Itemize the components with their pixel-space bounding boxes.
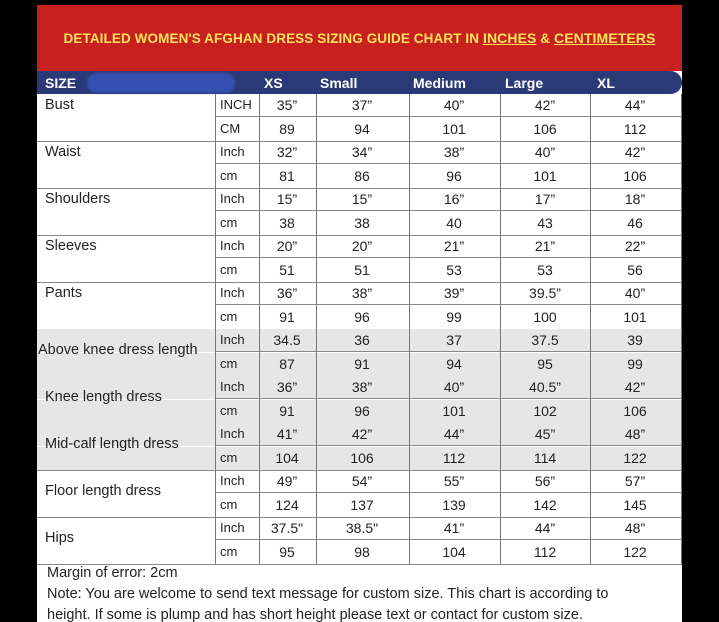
value-cell: 40”: [443, 97, 465, 113]
value-cell: 37: [446, 332, 462, 348]
header-xl: XL: [597, 75, 615, 91]
table-row: [37, 141, 682, 164]
table-row: [37, 423, 682, 452]
value-cell: 42”: [351, 426, 373, 442]
column-divider: [215, 94, 216, 564]
value-cell: 35”: [276, 97, 298, 113]
note-line-1: Note: You are welcome to send text message for custom size. This chart is according to: [47, 586, 609, 602]
value-cell: 43: [537, 215, 553, 231]
value-cell: 137: [350, 497, 374, 513]
value-cell: 96: [354, 309, 370, 325]
value-cell: 22”: [624, 238, 646, 254]
header-size: SIZE: [45, 75, 77, 91]
value-cell: 53: [537, 262, 553, 278]
row-separator: [215, 492, 682, 493]
value-cell: 142: [533, 497, 557, 513]
value-cell: 104: [275, 450, 299, 466]
unit-cell: Inch: [220, 191, 245, 206]
measurement-label: Hips: [45, 530, 75, 546]
value-cell: 106: [533, 121, 557, 137]
value-cell: 49”: [276, 473, 298, 489]
value-cell: 39.5”: [529, 285, 561, 301]
value-cell: 101: [442, 403, 466, 419]
row-separator: [215, 445, 682, 446]
value-cell: 87: [279, 356, 295, 372]
value-cell: 99: [627, 356, 643, 372]
unit-cell: Inch: [220, 238, 245, 253]
measurement-label: Floor length dress: [45, 483, 162, 499]
value-cell: 124: [275, 497, 299, 513]
value-cell: 86: [354, 168, 370, 184]
row-separator: [215, 304, 682, 305]
size-chart-sheet: [37, 5, 682, 622]
measurement-label: Knee length dress: [45, 389, 162, 405]
value-cell: 51: [354, 262, 370, 278]
value-cell: 34.5: [273, 332, 301, 348]
value-cell: 96: [446, 168, 462, 184]
value-cell: 56: [627, 262, 643, 278]
value-cell: 41”: [443, 520, 465, 536]
value-cell: 46: [627, 215, 643, 231]
value-cell: 101: [533, 168, 557, 184]
table-row: [37, 165, 682, 189]
header-xs: XS: [264, 75, 283, 91]
table-row: [37, 282, 682, 305]
header-large: Large: [505, 75, 544, 91]
value-cell: 95: [537, 356, 553, 372]
value-cell: 94: [446, 356, 462, 372]
value-cell: 40”: [443, 379, 465, 395]
table-row: [37, 94, 682, 117]
value-cell: 37”: [351, 97, 373, 113]
value-cell: 91: [279, 403, 295, 419]
table-row: [37, 306, 682, 330]
measurement-label: Shoulders: [45, 191, 111, 207]
value-cell: 44”: [624, 97, 646, 113]
value-cell: 122: [623, 450, 647, 466]
value-cell: 102: [533, 403, 557, 419]
title-prefix: DETAILED WOMEN'S AFGHAN DRESS SIZING GUIDE CHART IN: [63, 31, 483, 46]
notes-section: [47, 563, 682, 622]
value-cell: 81: [279, 168, 295, 184]
column-divider: [409, 94, 410, 564]
value-cell: 112: [623, 121, 647, 137]
value-cell: 114: [533, 450, 557, 466]
value-cell: 44”: [534, 520, 556, 536]
measurement-label: Sleeves: [45, 238, 97, 254]
unit-cell: cm: [220, 262, 238, 277]
value-cell: 41”: [276, 426, 298, 442]
value-cell: 112: [442, 450, 466, 466]
value-cell: 40: [446, 215, 462, 231]
table-row: [37, 235, 682, 258]
value-cell: 38”: [351, 285, 373, 301]
title-amp: &: [536, 31, 555, 46]
row-separator: [215, 210, 682, 211]
row-separator: [215, 163, 682, 164]
value-cell: 45”: [534, 426, 556, 442]
unit-cell: Inch: [220, 520, 245, 535]
value-cell: 38”: [443, 144, 465, 160]
value-cell: 36: [354, 332, 370, 348]
value-cell: 37.5": [270, 520, 304, 536]
column-divider: [259, 94, 260, 564]
value-cell: 57”: [624, 473, 646, 489]
column-divider: [681, 94, 682, 564]
table-row: [37, 541, 682, 565]
title-centimeters: CENTIMETERS: [554, 30, 656, 46]
value-cell: 101: [442, 121, 466, 137]
value-cell: 37.5: [531, 332, 559, 348]
table-row: [37, 118, 682, 142]
value-cell: 98: [354, 544, 370, 560]
unit-cell: Inch: [220, 285, 245, 300]
table-row: [37, 329, 682, 358]
value-cell: 122: [623, 544, 647, 560]
table-row: [37, 517, 682, 546]
unit-cell: CM: [220, 121, 241, 136]
value-cell: 21”: [534, 238, 556, 254]
unit-cell: cm: [220, 544, 238, 559]
chart-title-bar: [37, 5, 682, 71]
measurement-label: Bust: [45, 97, 75, 113]
value-cell: 99: [446, 309, 462, 325]
column-divider: [500, 94, 501, 564]
measurement-label: Mid-calf length dress: [45, 436, 179, 452]
header-small: Small: [320, 75, 358, 91]
value-cell: 95: [279, 544, 295, 560]
measurement-label: Pants: [45, 285, 83, 301]
note-line-2: height. If some is plump and has short height please text or contact for custom size.: [47, 607, 583, 622]
unit-cell: Inch: [220, 379, 245, 394]
row-separator: [215, 351, 682, 352]
value-cell: 39: [627, 332, 643, 348]
value-cell: 42”: [534, 97, 556, 113]
row-separator: [215, 257, 682, 258]
unit-cell: Inch: [220, 144, 245, 159]
unit-cell: cm: [220, 497, 238, 512]
unit-cell: cm: [220, 168, 238, 183]
value-cell: 48”: [624, 426, 646, 442]
value-cell: 38”: [351, 379, 373, 395]
value-cell: 106: [350, 450, 374, 466]
value-cell: 40”: [534, 144, 556, 160]
row-separator: [215, 398, 682, 399]
row-separator: [215, 116, 682, 117]
value-cell: 15”: [351, 191, 373, 207]
value-cell: 56”: [534, 473, 556, 489]
table-row: [37, 470, 682, 499]
value-cell: 32”: [276, 144, 298, 160]
value-cell: 36”: [276, 285, 298, 301]
unit-cell: cm: [220, 450, 238, 465]
redacted-scribble: [87, 73, 235, 93]
value-cell: 112: [533, 544, 557, 560]
column-divider: [590, 94, 591, 564]
value-cell: 20”: [351, 238, 373, 254]
value-cell: 139: [442, 497, 466, 513]
value-cell: 101: [623, 309, 647, 325]
value-cell: 40”: [624, 285, 646, 301]
unit-cell: Inch: [220, 473, 245, 488]
value-cell: 42”: [624, 379, 646, 395]
value-cell: 89: [279, 121, 295, 137]
measurement-label: Waist: [45, 144, 81, 160]
column-divider: [316, 94, 317, 564]
value-cell: 91: [279, 309, 295, 325]
value-cell: 54”: [351, 473, 373, 489]
value-cell: 16”: [443, 191, 465, 207]
value-cell: 40.5”: [529, 379, 561, 395]
table-row: [37, 212, 682, 236]
table-row: [37, 376, 682, 405]
row-separator: [215, 539, 682, 540]
measurement-label: Above knee dress length: [38, 342, 198, 358]
value-cell: 36”: [276, 379, 298, 395]
value-cell: 96: [354, 403, 370, 419]
value-cell: 18”: [624, 191, 646, 207]
value-cell: 34”: [351, 144, 373, 160]
unit-cell: cm: [220, 215, 238, 230]
value-cell: 38.5": [345, 520, 379, 536]
table-row: [37, 188, 682, 211]
unit-cell: INCH: [220, 97, 252, 112]
value-cell: 104: [442, 544, 466, 560]
unit-cell: cm: [220, 356, 238, 371]
header-medium: Medium: [413, 75, 466, 91]
table-row: [37, 259, 682, 283]
value-cell: 38: [279, 215, 295, 231]
value-cell: 106: [623, 403, 647, 419]
margin-of-error-text: Margin of error: 2cm: [47, 565, 178, 581]
value-cell: 48”: [624, 520, 646, 536]
table-header-row: [37, 71, 682, 94]
value-cell: 44”: [443, 426, 465, 442]
value-cell: 53: [446, 262, 462, 278]
chart-title: [64, 30, 656, 46]
value-cell: 51: [279, 262, 295, 278]
unit-cell: Inch: [220, 332, 245, 347]
unit-cell: Inch: [220, 426, 245, 441]
value-cell: 55”: [443, 473, 465, 489]
unit-cell: cm: [220, 309, 238, 324]
value-cell: 15”: [276, 191, 298, 207]
value-cell: 38: [354, 215, 370, 231]
value-cell: 21”: [443, 238, 465, 254]
unit-cell: cm: [220, 403, 238, 418]
value-cell: 145: [623, 497, 647, 513]
value-cell: 91: [354, 356, 370, 372]
value-cell: 106: [623, 168, 647, 184]
title-inches: INCHES: [482, 30, 537, 46]
value-cell: 20”: [276, 238, 298, 254]
value-cell: 94: [354, 121, 370, 137]
value-cell: 100: [533, 309, 557, 325]
value-cell: 39”: [443, 285, 465, 301]
value-cell: 42”: [624, 144, 646, 160]
value-cell: 17”: [534, 191, 556, 207]
